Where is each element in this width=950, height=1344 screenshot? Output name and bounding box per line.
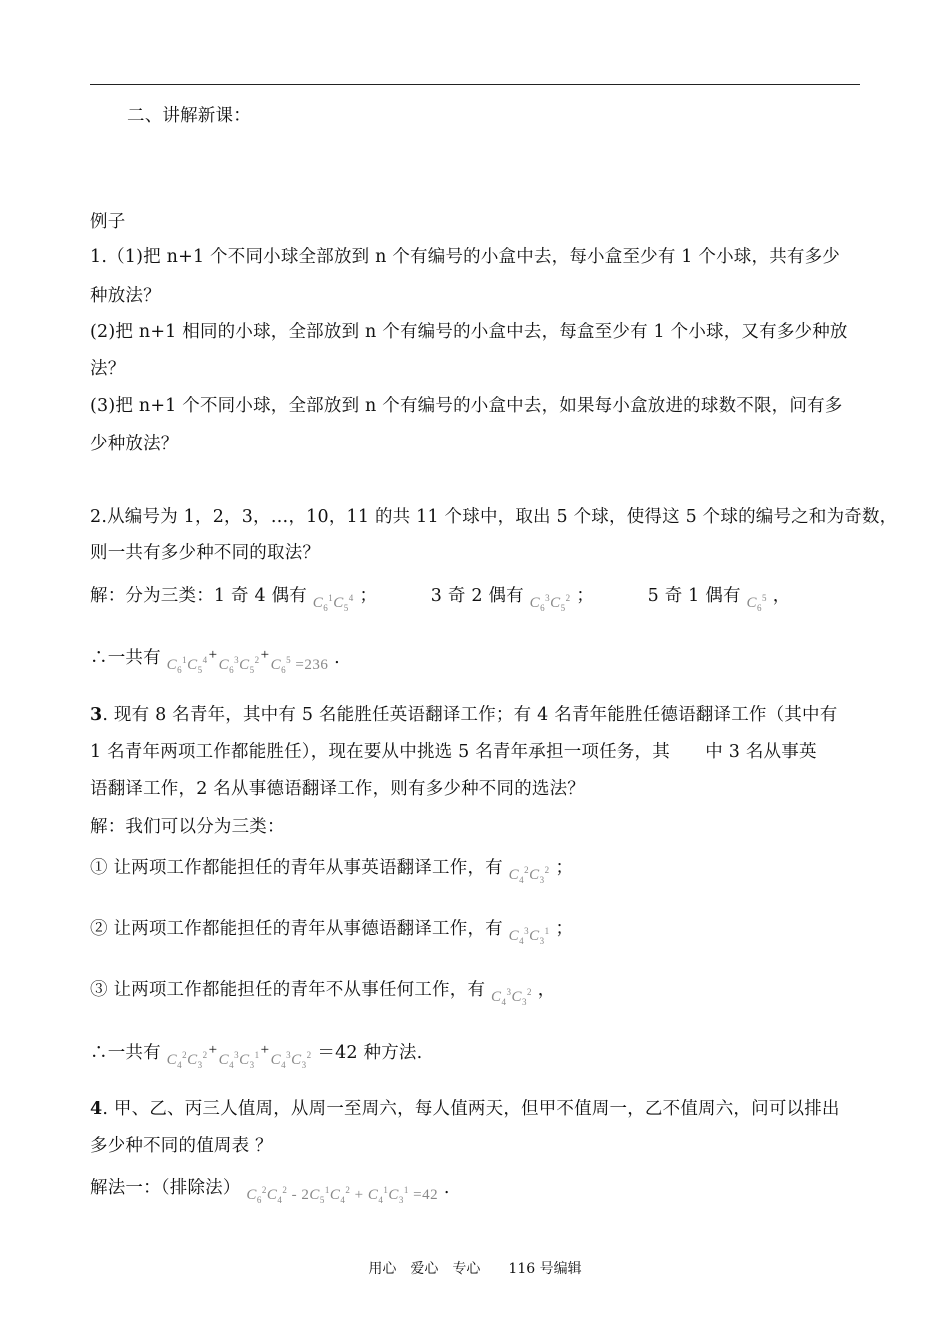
period: .: [334, 648, 340, 668]
total-text: ∴一共有: [90, 648, 161, 668]
separator: ，: [537, 980, 556, 1000]
separator: ；: [576, 586, 595, 606]
separator: ；: [555, 919, 574, 939]
case-2: [90, 913, 573, 947]
separator: ；: [359, 586, 378, 606]
problem-4-line-1: [90, 1097, 840, 1121]
formula-c65: $C_6^5$: [746, 593, 767, 613]
result-text: ＝42 种方法.: [317, 1043, 423, 1063]
problem-number: 4: [90, 1099, 103, 1119]
problem-3-line-1: [90, 703, 837, 727]
problem-1-line-5: (3)把 n+1 个不同小球，全部放到 n 个有编号的小盒中去，如果每小盒放进的球数不限，问有多: [90, 396, 843, 416]
formula-sum-236: $C_6^1C_5^4+C_6^3C_5^2+C_6^5 =236$: [166, 647, 329, 675]
case-text: ③ 让两项工作都能担任的青年不从事任何工作，有: [90, 980, 486, 1000]
case-text: ② 让两项工作都能担任的青年从事德语翻译工作，有: [90, 919, 503, 939]
formula-c61c54: $C_6^1C_5^4$: [312, 593, 354, 613]
total-text: ∴一共有: [90, 1043, 161, 1063]
examples-label: 例子: [90, 212, 126, 232]
separator: ，: [772, 586, 791, 606]
formula-sum-42: $C_4^2C_3^2+C_4^3C_3^1+C_4^3C_3^2$: [166, 1042, 312, 1070]
problem-2-solution: [90, 580, 790, 614]
case-text: ① 让两项工作都能担任的青年从事英语翻译工作，有: [90, 858, 503, 878]
problem-3-solution-intro: 解：我们可以分为三类：: [90, 817, 285, 837]
problem-text: . 甲、乙、丙三人值周，从周一至周六，每人值两天，但甲不值周一，乙不值周六，问可以排出: [102, 1099, 840, 1119]
period: .: [443, 1178, 450, 1198]
problem-4-solution: [90, 1172, 450, 1206]
formula-c43c31: $C_4^3C_3^1$: [508, 926, 550, 946]
problem-text: . 现有 8 名青年，其中有 5 名能胜任英语翻译工作；有 4 名青年能胜任德语翻译工作（其中有: [102, 705, 838, 725]
separator: ；: [555, 858, 574, 878]
problem-1-line-6: 少种放法？: [90, 434, 179, 454]
problem-2-line-1: 2.从编号为 1，2，3，…，10，11 的共 11 个球中，取出 5 个球，使得这 5 个球的编号之和为奇数，: [90, 507, 898, 527]
problem-3-total: [90, 1037, 422, 1071]
formula-c63c52: $C_6^3C_5^2$: [529, 593, 571, 613]
section-title: 二、讲解新课：: [127, 106, 251, 126]
problem-2-total: [90, 642, 340, 676]
problem-2-line-2: 则一共有多少种不同的取法？: [90, 543, 321, 563]
formula-exclusion: $C_6^2C_4^2 - 2C_5^1C_4^2 + C_4^1C_3^1 =42$: [246, 1185, 439, 1205]
formula-c43c32: $C_4^3C_3^2$: [490, 987, 532, 1007]
problem-4-line-2: 多少种不同的值周表 ？: [90, 1136, 273, 1156]
problem-1-line-1: 1.（1)把 n+1 个不同小球全部放到 n 个有编号的小盒中去，每小盒至少有 1 个小球，共有多少: [90, 247, 841, 267]
case-3: [90, 974, 555, 1008]
problem-3-line-3: 语翻译工作，2 名从事德语翻译工作，则有多少种不同的选法？: [90, 779, 585, 799]
header-rule: [90, 84, 860, 85]
solution-text: 解法一：（排除法）: [90, 1178, 241, 1198]
problem-1-line-4: 法？: [90, 359, 126, 379]
solution-text: 5 奇 1 偶有: [647, 586, 741, 606]
problem-1-line-3: (2)把 n+1 相同的小球，全部放到 n 个有编号的小盒中去，每盒至少有 1 个小球，又有多少种放: [90, 322, 848, 342]
problem-1-line-2: 种放法？: [90, 286, 161, 306]
page-footer: 用心 爱心 专心 116 号编辑: [368, 1261, 582, 1277]
solution-text: 解：分为三类：1 奇 4 偶有: [90, 586, 307, 606]
problem-3-line-2: 1 名青年两项工作都能胜任），现在要从中挑选 5 名青年承担一项任务，其 中 3 名从事英: [90, 742, 817, 762]
case-1: [90, 852, 573, 886]
solution-text: 3 奇 2 偶有: [430, 586, 524, 606]
problem-number: 3: [90, 705, 103, 725]
formula-c42c32: $C_4^2C_3^2$: [508, 865, 550, 885]
